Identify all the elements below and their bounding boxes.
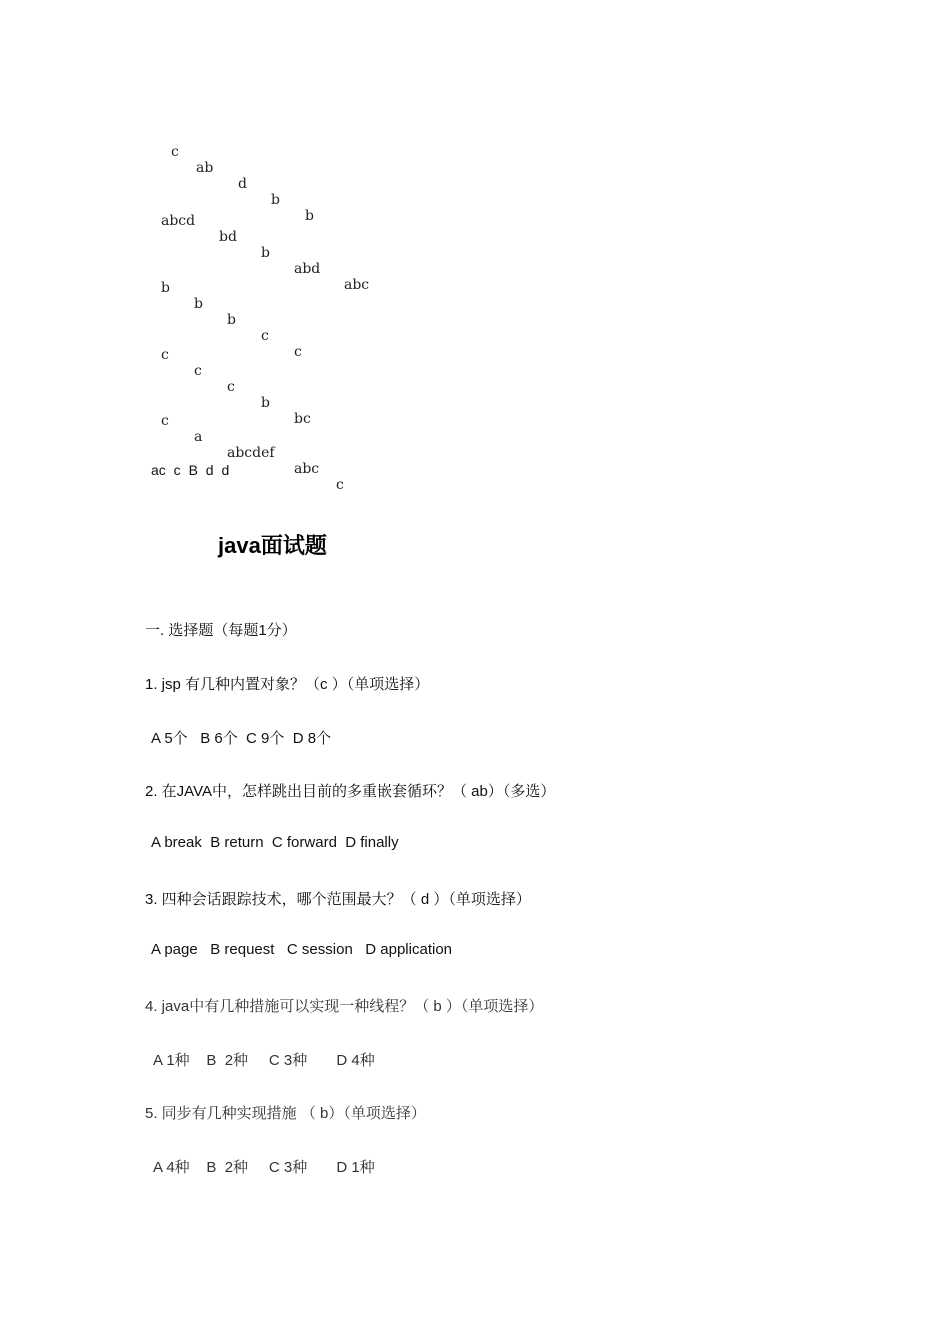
section-heading: 一. 选择题（每题1分）: [145, 622, 297, 639]
answer-cell: abcd: [161, 213, 196, 229]
question-2: 2. 在JAVA中，怎样跳出目前的多重嵌套循环？（ ab）（多选）: [145, 783, 556, 800]
answer-cell: abc: [294, 461, 320, 477]
answer-cell: b: [227, 312, 236, 328]
answer-cell: c: [294, 344, 302, 360]
answer-cell: c: [227, 379, 235, 395]
answer-cell: abc: [344, 277, 370, 293]
question-3-options: A page B request C session D application: [151, 941, 453, 958]
answer-cell: c: [194, 363, 202, 379]
answer-cell: c: [161, 413, 169, 429]
answer-cell: c: [171, 144, 179, 160]
question-1: 1. jsp 有几种内置对象？（c ）（单项选择）: [145, 676, 430, 693]
answer-cell: bd: [219, 229, 237, 245]
question-1-options: A 5个 B 6个 C 9个 D 8个: [151, 730, 332, 747]
question-4: 4. java中有几种措施可以实现一种线程？（ b ）（单项选择）: [145, 998, 544, 1015]
answer-cell: a: [194, 429, 203, 445]
answer-cell: abd: [294, 261, 321, 277]
question-3: 3. 四种会话跟踪技术，哪个范围最大？（ d ）（单项选择）: [145, 891, 531, 908]
answer-cell: b: [271, 192, 280, 208]
answer-cell: b: [305, 208, 314, 224]
answer-cell: b: [261, 395, 270, 411]
answer-cell: c: [261, 328, 269, 344]
page-title: java面试题: [218, 533, 327, 558]
answer-cell: abcdef: [227, 445, 275, 461]
question-5: 5. 同步有几种实现措施 （ b）（单项选择）: [145, 1105, 426, 1122]
answer-row-6: ac c B d d: [151, 462, 230, 478]
question-5-options: A 4种 B 2种 C 3种 D 1种: [153, 1159, 375, 1176]
answer-cell: c: [336, 477, 344, 493]
answer-cell: b: [194, 296, 203, 312]
answer-cell: c: [161, 347, 169, 363]
question-2-options: A break B return C forward D finally: [151, 834, 399, 851]
answer-cell: d: [238, 176, 247, 192]
question-4-options: A 1种 B 2种 C 3种 D 4种: [153, 1052, 375, 1069]
answer-cell: bc: [294, 411, 311, 427]
answer-cell: b: [261, 245, 270, 261]
answer-cell: ab: [196, 160, 214, 176]
answer-cell: b: [161, 280, 170, 296]
